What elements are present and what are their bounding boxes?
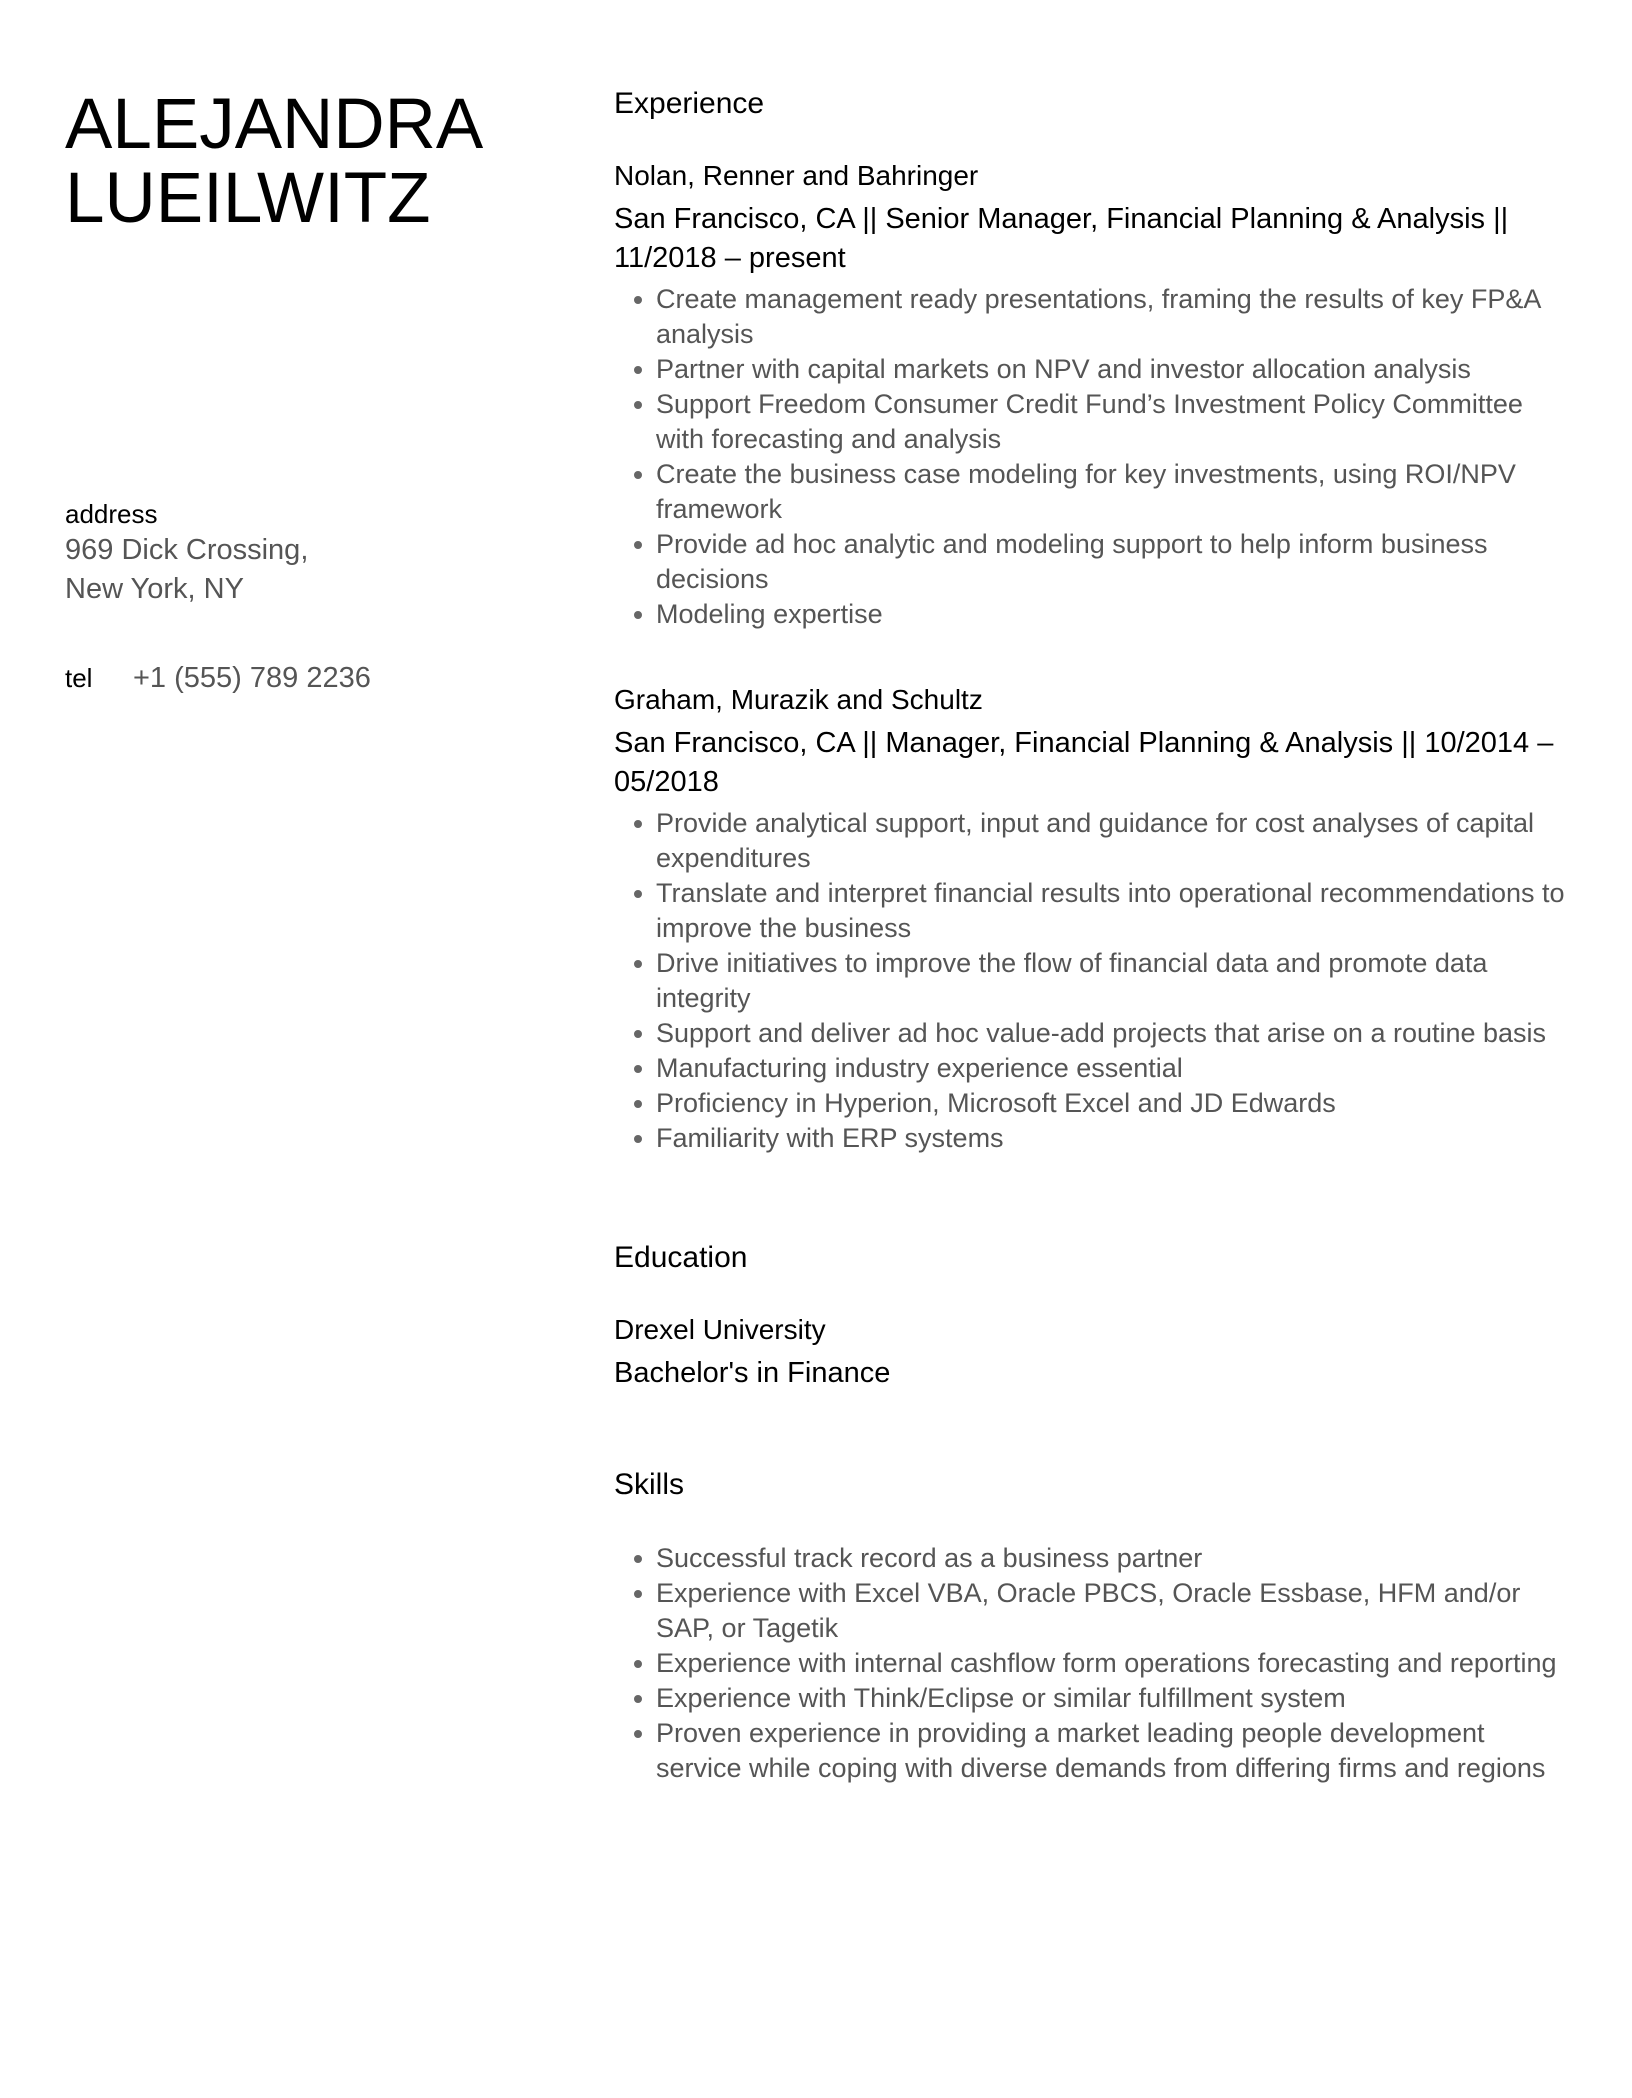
- list-item: Provide ad hoc analytic and modeling support to help inform business decisions: [656, 527, 1574, 597]
- candidate-name: [65, 85, 535, 238]
- list-item: Experience with Think/Eclipse or similar fulfillment system: [656, 1681, 1574, 1716]
- job-entry: [614, 158, 1574, 632]
- job-meta: San Francisco, CA || Manager, Financial Planning & Analysis || 10/2014 – 05/2018: [614, 727, 1554, 798]
- address-line-2: New York, NY: [65, 573, 244, 605]
- skills-section: [614, 1465, 1574, 1786]
- education-school: Drexel University: [614, 1314, 826, 1345]
- list-item: Provide analytical support, input and guidance for cost analyses of capital expenditures: [656, 806, 1574, 876]
- tel-block: [65, 662, 535, 695]
- list-item: Proficiency in Hyperion, Microsoft Excel and JD Edwards: [656, 1086, 1574, 1121]
- list-item: Proven experience in providing a market leading people development service while coping with diverse demands from differing firms and regions: [656, 1716, 1574, 1786]
- job-meta: San Francisco, CA || Senior Manager, Financial Planning & Analysis || 11/2018 – present: [614, 203, 1509, 274]
- tel-label: tel: [65, 663, 93, 693]
- job-entry: [614, 682, 1574, 1156]
- list-item: Create the business case modeling for key investments, using ROI/NPV framework: [656, 457, 1574, 527]
- list-item: Partner with capital markets on NPV and investor allocation analysis: [656, 352, 1574, 387]
- tel-value: +1 (555) 789 2236: [133, 662, 371, 694]
- list-item: Familiarity with ERP systems: [656, 1121, 1574, 1156]
- education-section: [614, 1238, 1574, 1393]
- name-last: LUEILWITZ: [65, 159, 431, 238]
- education-degree: Bachelor's in Finance: [614, 1357, 891, 1389]
- list-item: Successful track record as a business partner: [656, 1541, 1574, 1576]
- list-item: Support and deliver ad hoc value-add projects that arise on a routine basis: [656, 1016, 1574, 1051]
- job-bullets: [614, 282, 1574, 632]
- list-item: Drive initiatives to improve the flow of financial data and promote data integrity: [656, 946, 1574, 1016]
- list-item: Support Freedom Consumer Credit Fund’s Investment Policy Committee with forecasting and analysis: [656, 387, 1574, 457]
- list-item: Experience with Excel VBA, Oracle PBCS, Oracle Essbase, HFM and/or SAP, or Tagetik: [656, 1576, 1574, 1646]
- experience-title: Experience: [614, 87, 765, 120]
- main-content: [614, 84, 1574, 1786]
- name-first: ALEJANDRA: [65, 85, 484, 164]
- job-bullets: [614, 806, 1574, 1156]
- list-item: Create management ready presentations, framing the results of key FP&A analysis: [656, 282, 1574, 352]
- address-block: [65, 497, 535, 609]
- skills-title: Skills: [614, 1468, 685, 1501]
- list-item: Experience with internal cashflow form operations forecasting and reporting: [656, 1646, 1574, 1681]
- job-company: Graham, Murazik and Schultz: [614, 684, 983, 715]
- skills-list: [614, 1541, 1574, 1786]
- list-item: Translate and interpret financial results into operational recommendations to improve the business: [656, 876, 1574, 946]
- address-label: address: [65, 499, 158, 529]
- address-line-1: 969 Dick Crossing,: [65, 534, 309, 566]
- experience-section: [614, 84, 1574, 1156]
- job-company: Nolan, Renner and Bahringer: [614, 160, 979, 191]
- list-item: Modeling expertise: [656, 597, 1574, 632]
- education-title: Education: [614, 1241, 748, 1274]
- list-item: Manufacturing industry experience essential: [656, 1051, 1574, 1086]
